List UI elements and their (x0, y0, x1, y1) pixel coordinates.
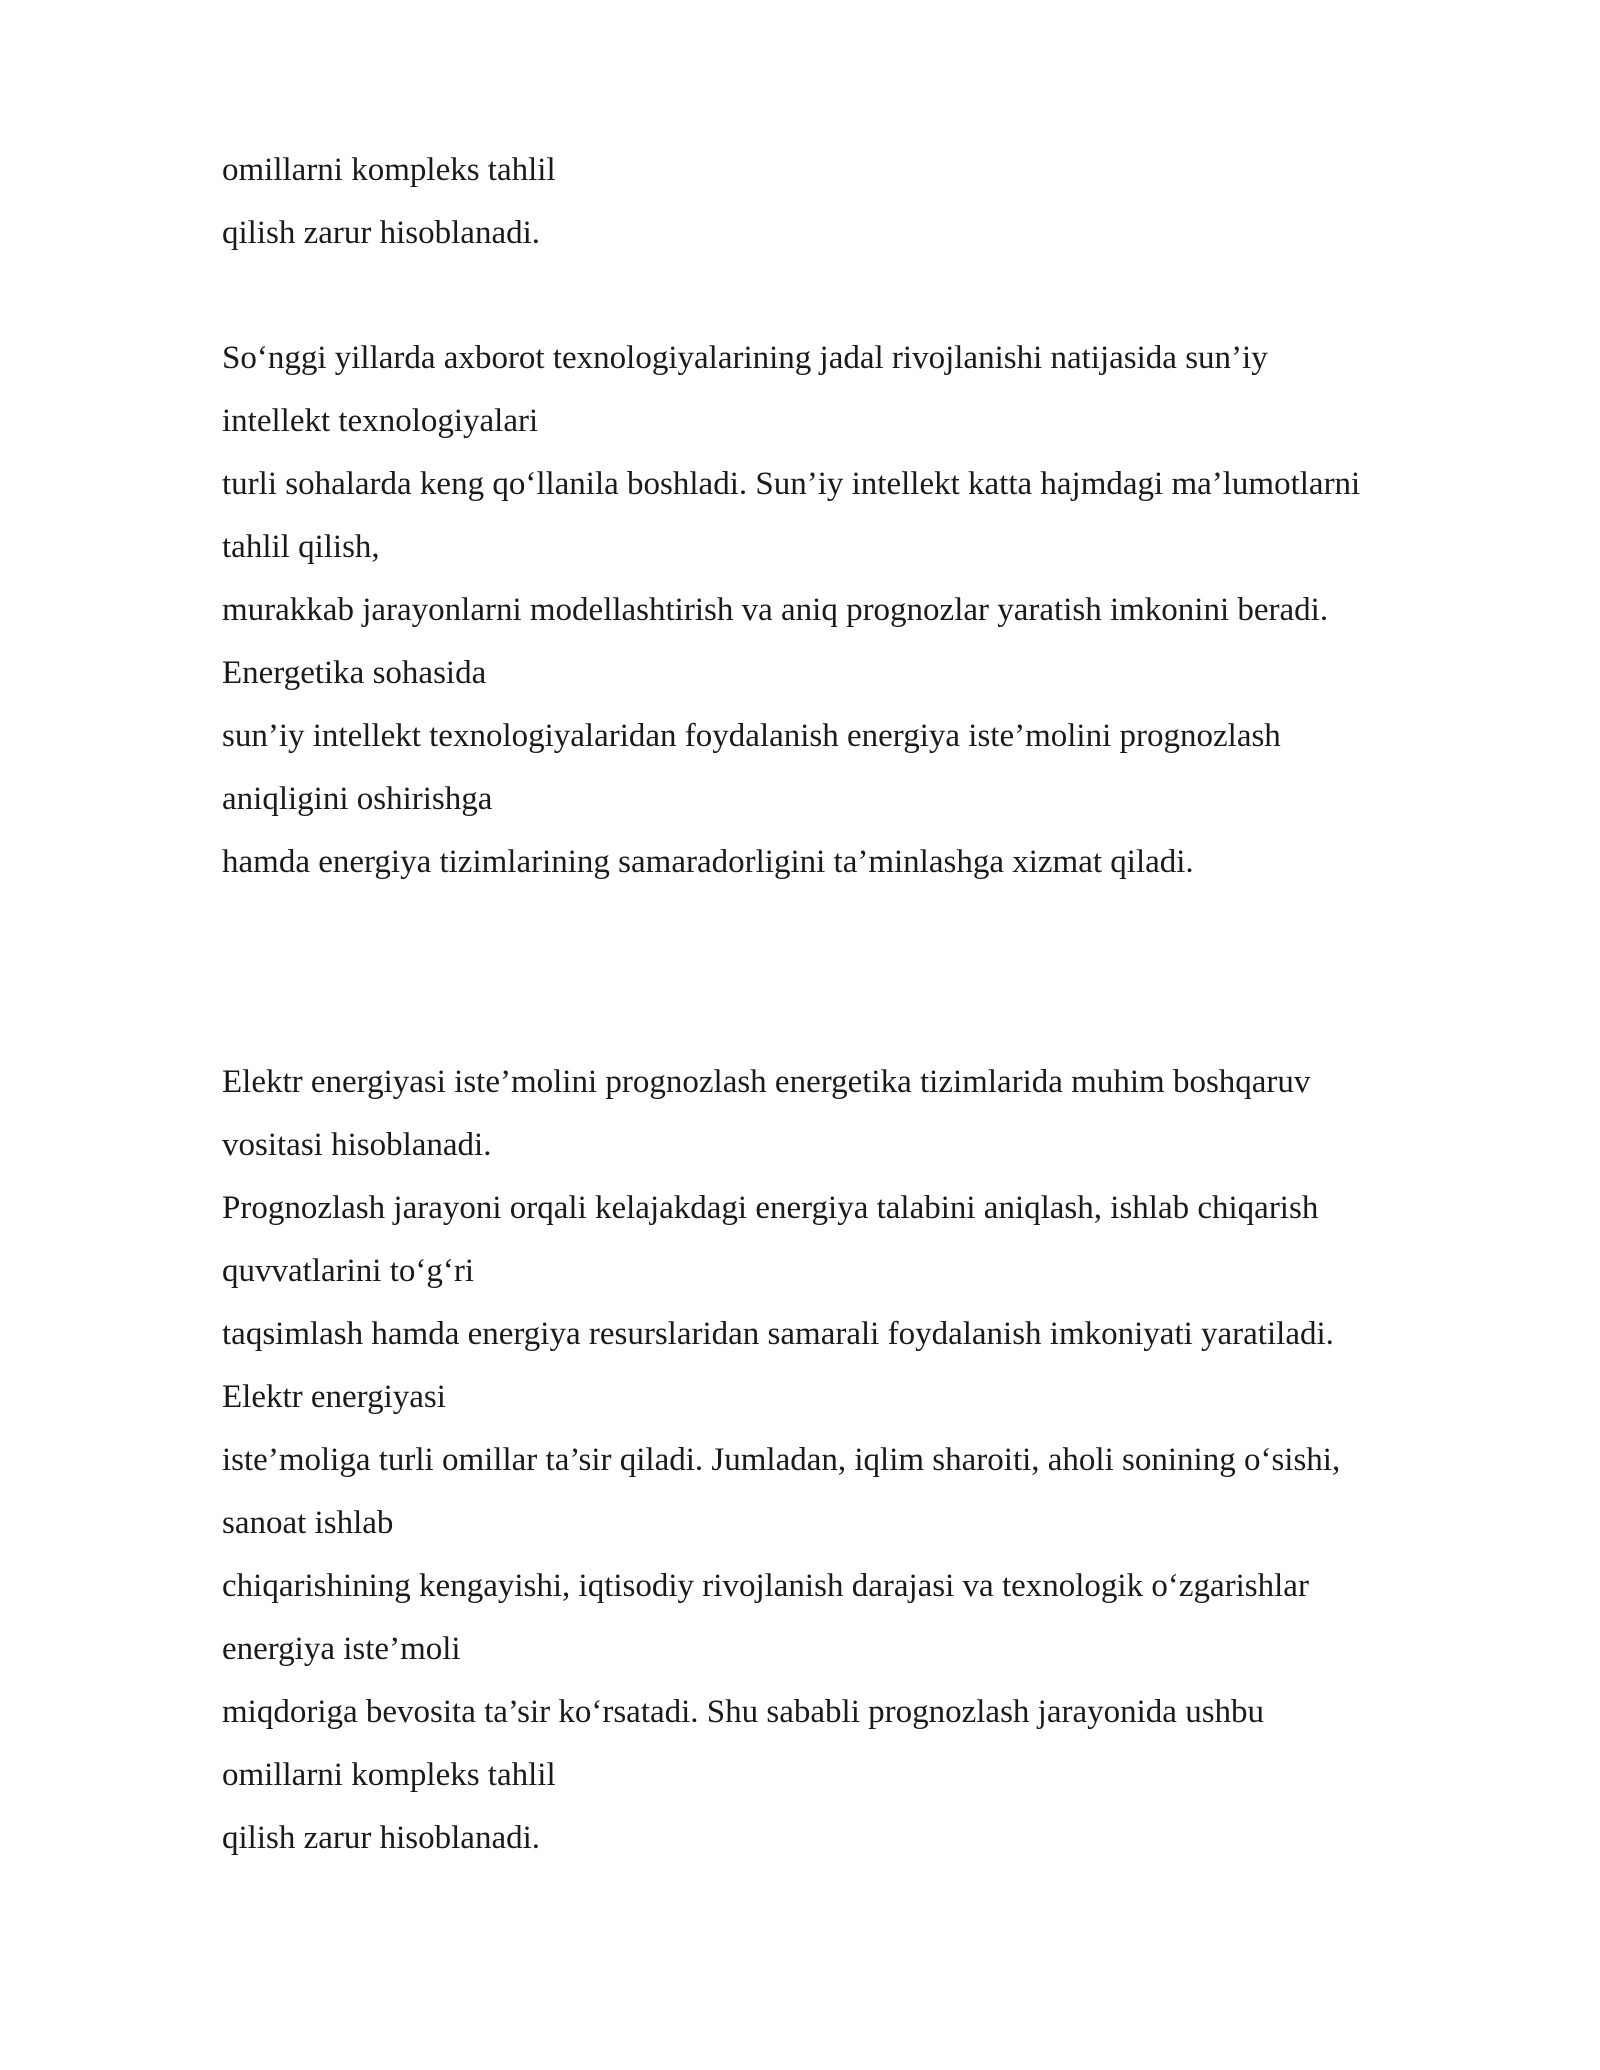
text-line: turli sohalarda keng qo‘llanila boshladi. Sun’iy intellekt katta hajmdagi ma’lumotlarni (222, 466, 1361, 502)
text-line: chiqarishining kengayishi, iqtisodiy rivojlanish darajasi va texnologik o‘zgarishlar (222, 1568, 1309, 1604)
text-line: omillarni kompleks tahlil (222, 152, 556, 188)
text-line: intellekt texnologiyalari (222, 403, 539, 439)
text-line: omillarni kompleks tahlil (222, 1757, 556, 1793)
text-line: qilish zarur hisoblanadi. (222, 1820, 541, 1856)
text-line: quvvatlarini to‘g‘ri (222, 1253, 475, 1289)
text-line: sun’iy intellekt texnologiyalaridan foydalanish energiya iste’molini prognozlash (222, 718, 1281, 754)
text-line: sanoat ishlab (222, 1505, 394, 1541)
text-line: So‘nggi yillarda axborot texnologiyalarining jadal rivojlanishi natijasida sun’iy (222, 340, 1268, 376)
text-line: taqsimlash hamda energiya resurslaridan samarali foydalanish imkoniyati yaratiladi. (222, 1316, 1334, 1352)
text-line: miqdoriga bevosita ta’sir ko‘rsatadi. Shu sababli prognozlash jarayonida ushbu (222, 1694, 1265, 1730)
text-line: Prognozlash jarayoni orqali kelajakdagi energiya talabini aniqlash, ishlab chiqarish (222, 1190, 1319, 1226)
text-line: iste’moliga turli omillar ta’sir qiladi. Jumladan, iqlim sharoiti, aholi sonining o‘sishi, (222, 1442, 1341, 1478)
paragraph-continuation (222, 139, 1522, 265)
text-line: hamda energiya tizimlarining samaradorligini ta’minlashga xizmat qiladi. (222, 844, 1194, 880)
text-line: Elektr energiyasi iste’molini prognozlash energetika tizimlarida muhim boshqaruv (222, 1064, 1311, 1100)
text-line: aniqligini oshirishga (222, 781, 493, 817)
text-line: Elektr energiyasi (222, 1379, 446, 1415)
text-line: vositasi hisoblanadi. (222, 1127, 492, 1163)
paragraph-ai-technologies (222, 327, 1522, 894)
text-line: qilish zarur hisoblanadi. (222, 215, 541, 251)
text-line: energiya iste’moli (222, 1631, 461, 1667)
text-line: tahlil qilish, (222, 529, 380, 565)
paragraph-electricity-forecasting (222, 1051, 1522, 1870)
text-line: Energetika sohasida (222, 655, 487, 691)
text-line: murakkab jarayonlarni modellashtirish va aniq prognozlar yaratish imkonini beradi. (222, 592, 1329, 628)
